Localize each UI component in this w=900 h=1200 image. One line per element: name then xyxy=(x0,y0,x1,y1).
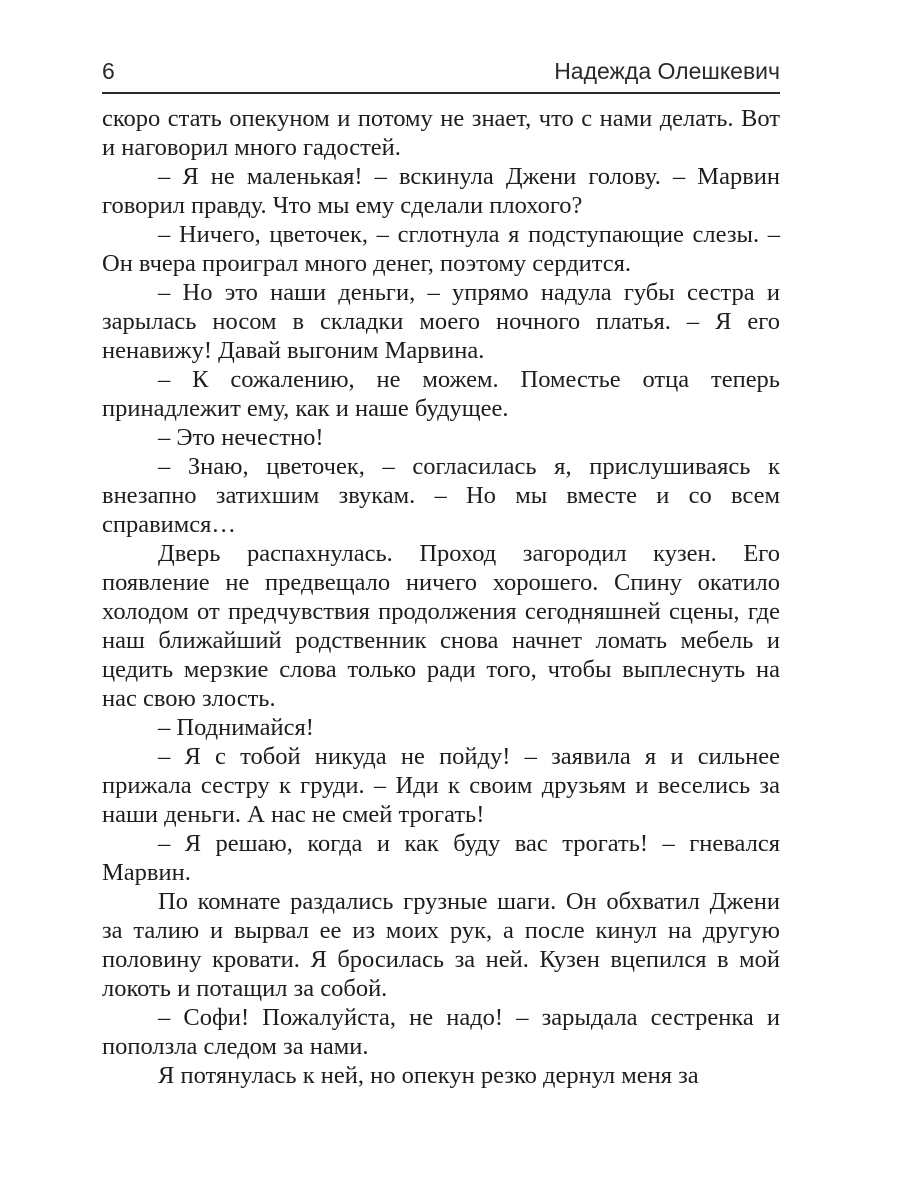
page-header xyxy=(102,56,780,94)
paragraph: – Это нечестно! xyxy=(158,424,324,451)
page-number: 6 xyxy=(102,58,115,84)
paragraph: – Знаю, цветочек, – согласилась я, прислушиваясь к внезапно затихшим звукам. – Но мы вместе и со всем справимся… xyxy=(102,453,780,538)
paragraph: – К сожалению, не можем. Поместье отца теперь принадлежит ему, как и наше будущее. xyxy=(102,366,780,422)
paragraph: – Софи! Пожалуйста, не надо! – зарыдала сестренка и поползла следом за нами. xyxy=(102,1004,780,1060)
paragraph: – Я с тобой никуда не пойду! – заявила я и сильнее прижала сестру к груди. – Иди к своим друзьям и веселись за наши деньги. А нас не смей трогать! xyxy=(102,743,780,828)
paragraph: скоро стать опекуном и потому не знает, что с нами делать. Вот и наговорил много гадостей. xyxy=(102,105,780,161)
paragraph: – Но это наши деньги, – упрямо надула губы сестра и зарылась носом в складки моего ночного платья. – Я его ненавижу! Давай выгоним Марвина. xyxy=(102,279,780,364)
paragraph: – Я не маленькая! – вскинула Джени голову. – Марвин говорил правду. Что мы ему сделали плохого? xyxy=(102,163,780,219)
running-header-author: Надежда Олешкевич xyxy=(554,58,780,84)
paragraph: – Ничего, цветочек, – сглотнула я подступающие слезы. – Он вчера проиграл много денег, поэтому сердится. xyxy=(102,221,780,277)
paragraph: По комнате раздались грузные шаги. Он обхватил Джени за талию и вырвал ее из моих рук, а после кинул на другую половину кровати. Я бросилась за ней. Кузен вцепился в мой локоть и потащил за собой. xyxy=(102,888,780,1002)
paragraph: – Я решаю, когда и как буду вас трогать! – гневался Марвин. xyxy=(102,830,780,886)
paragraph: Дверь распахнулась. Проход загородил кузен. Его появление не предвещало ничего хорошего. Спину окатило холодом от предчувствия продолжения сегодняшней сцены, где наш ближайший родственник снова начнет ломать мебель и цедить мерзкие слова только ради того, чтобы выплеснуть на нас свою злость. xyxy=(102,540,780,712)
paragraph: – Поднимайся! xyxy=(158,714,314,741)
paragraph: Я потянулась к ней, но опекун резко дернул меня за xyxy=(158,1062,699,1089)
text-body xyxy=(102,104,780,1090)
